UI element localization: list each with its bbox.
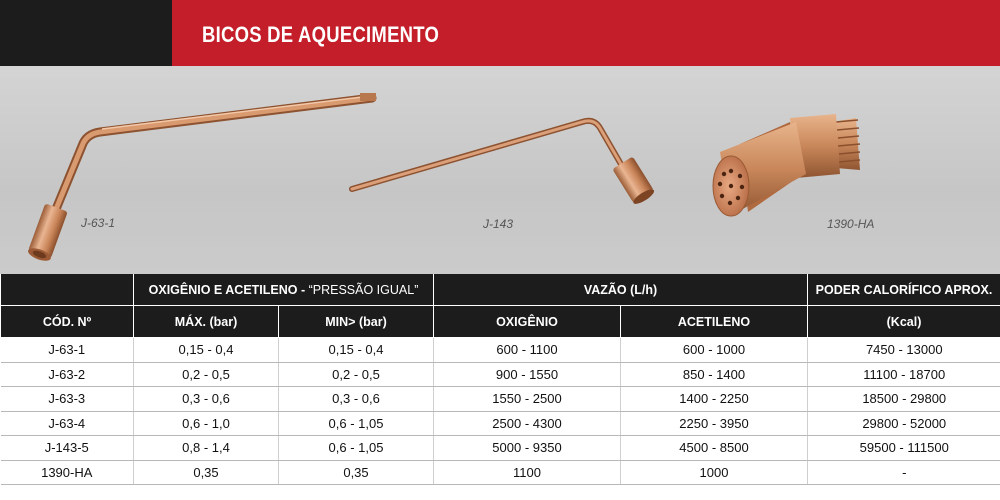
header-dark-block	[0, 0, 172, 66]
cell-acetileno: 1000	[621, 460, 808, 485]
cell-kcal: 59500 - 111500	[808, 436, 1000, 461]
cell-acetileno: 600 - 1000	[621, 338, 808, 363]
caption-1390-ha: 1390-HA	[827, 217, 875, 231]
header-oxigenio: OXIGÊNIO	[434, 306, 621, 338]
cell-kcal: 29800 - 52000	[808, 411, 1000, 436]
header-acetileno: ACETILENO	[621, 306, 808, 338]
table-row	[1, 387, 1000, 412]
header-cod: CÓD. Nº	[1, 306, 134, 338]
cell-kcal: 11100 - 18700	[808, 362, 1000, 387]
header-flow-group: VAZÃO (L/h)	[434, 274, 808, 306]
product-j-63-1-image	[26, 93, 376, 263]
cell-max: 0,15 - 0,4	[134, 338, 279, 363]
cell-min: 0,6 - 1,05	[279, 436, 434, 461]
cell-acetileno: 850 - 1400	[621, 362, 808, 387]
caption-j-63-1: J-63-1	[81, 216, 116, 230]
cell-acetileno: 2250 - 3950	[621, 411, 808, 436]
product-1390-ha-image	[713, 114, 860, 216]
cell-min: 0,35	[279, 460, 434, 485]
header-calorific-group: PODER CALORÍFICO APROX.	[808, 274, 1000, 306]
cell-cod: J-143-5	[1, 436, 134, 461]
cell-kcal: -	[808, 460, 1000, 485]
cell-min: 0,3 - 0,6	[279, 387, 434, 412]
product-photo-area	[0, 66, 1000, 274]
cell-min: 0,15 - 0,4	[279, 338, 434, 363]
table-row	[1, 362, 1000, 387]
table-row	[1, 436, 1000, 461]
caption-j-143: J-143	[483, 217, 514, 231]
cell-oxigenio: 900 - 1550	[434, 362, 621, 387]
cell-cod: J-63-4	[1, 411, 134, 436]
cell-acetileno: 4500 - 8500	[621, 436, 808, 461]
table-column-header-row	[1, 306, 1000, 338]
cell-max: 0,3 - 0,6	[134, 387, 279, 412]
cell-max: 0,8 - 1,4	[134, 436, 279, 461]
cell-oxigenio: 1100	[434, 460, 621, 485]
cell-min: 0,2 - 0,5	[279, 362, 434, 387]
cell-kcal: 18500 - 29800	[808, 387, 1000, 412]
cell-oxigenio: 2500 - 4300	[434, 411, 621, 436]
table-group-header-row	[1, 274, 1000, 306]
product-j-143-image	[352, 121, 656, 207]
cell-cod: J-63-2	[1, 362, 134, 387]
header-pressure-light: “PRESSÃO IGUAL”	[308, 282, 419, 297]
cell-oxigenio: 5000 - 9350	[434, 436, 621, 461]
product-illustrations	[0, 66, 1000, 274]
header-pressure-group	[134, 274, 434, 306]
header-blank-cell	[1, 274, 134, 306]
header-kcal: (Kcal)	[808, 306, 1000, 338]
cell-cod: J-63-3	[1, 387, 134, 412]
cell-oxigenio: 1550 - 2500	[434, 387, 621, 412]
page-title: BICOS DE AQUECIMENTO	[202, 22, 440, 47]
cell-max: 0,6 - 1,0	[134, 411, 279, 436]
cell-cod: J-63-1	[1, 338, 134, 363]
cell-max: 0,2 - 0,5	[134, 362, 279, 387]
cell-oxigenio: 600 - 1100	[434, 338, 621, 363]
table-row	[1, 411, 1000, 436]
table-row	[1, 460, 1000, 485]
cell-min: 0,6 - 1,05	[279, 411, 434, 436]
header-max: MÁX. (bar)	[134, 306, 279, 338]
specs-table	[0, 274, 1000, 485]
cell-kcal: 7450 - 13000	[808, 338, 1000, 363]
cell-acetileno: 1400 - 2250	[621, 387, 808, 412]
table-row	[1, 338, 1000, 363]
cell-max: 0,35	[134, 460, 279, 485]
header-min: MIN> (bar)	[279, 306, 434, 338]
cell-cod: 1390-HA	[1, 460, 134, 485]
header-pressure-bold: OXIGÊNIO E ACETILENO -	[148, 282, 309, 297]
